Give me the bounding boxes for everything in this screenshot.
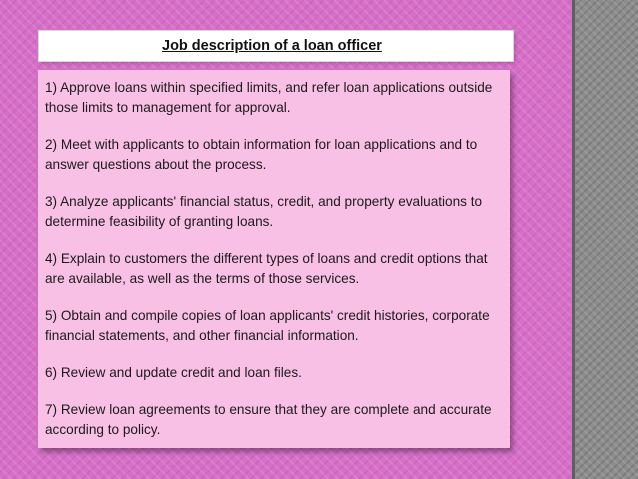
- content-box: [38, 70, 510, 448]
- side-strip-divider: [572, 0, 575, 479]
- list-item: 2) Meet with applicants to obtain information for loan applications and to answer questions about the process.: [45, 137, 478, 172]
- list-item: 7) Review loan agreements to ensure that they are complete and accurate according to policy.: [45, 402, 492, 437]
- list-item: 5) Obtain and compile copies of loan applicants' credit histories, corporate financial statements, and other financial information.: [45, 308, 490, 343]
- list-item: 1) Approve loans within specified limits, and refer loan applications outside those limits to management for approval.: [45, 80, 493, 115]
- slide-title: Job description of a loan officer: [162, 38, 382, 54]
- list-item: 6) Review and update credit and loan files.: [45, 365, 302, 380]
- title-box: [38, 30, 514, 62]
- side-strip: [572, 0, 638, 479]
- duties-list: [38, 70, 510, 440]
- list-item: 4) Explain to customers the different types of loans and credit options that are available, as well as the terms of those services.: [45, 251, 488, 286]
- list-item: 3) Analyze applicants' financial status, credit, and property evaluations to determine feasibility of granting loans.: [45, 194, 483, 229]
